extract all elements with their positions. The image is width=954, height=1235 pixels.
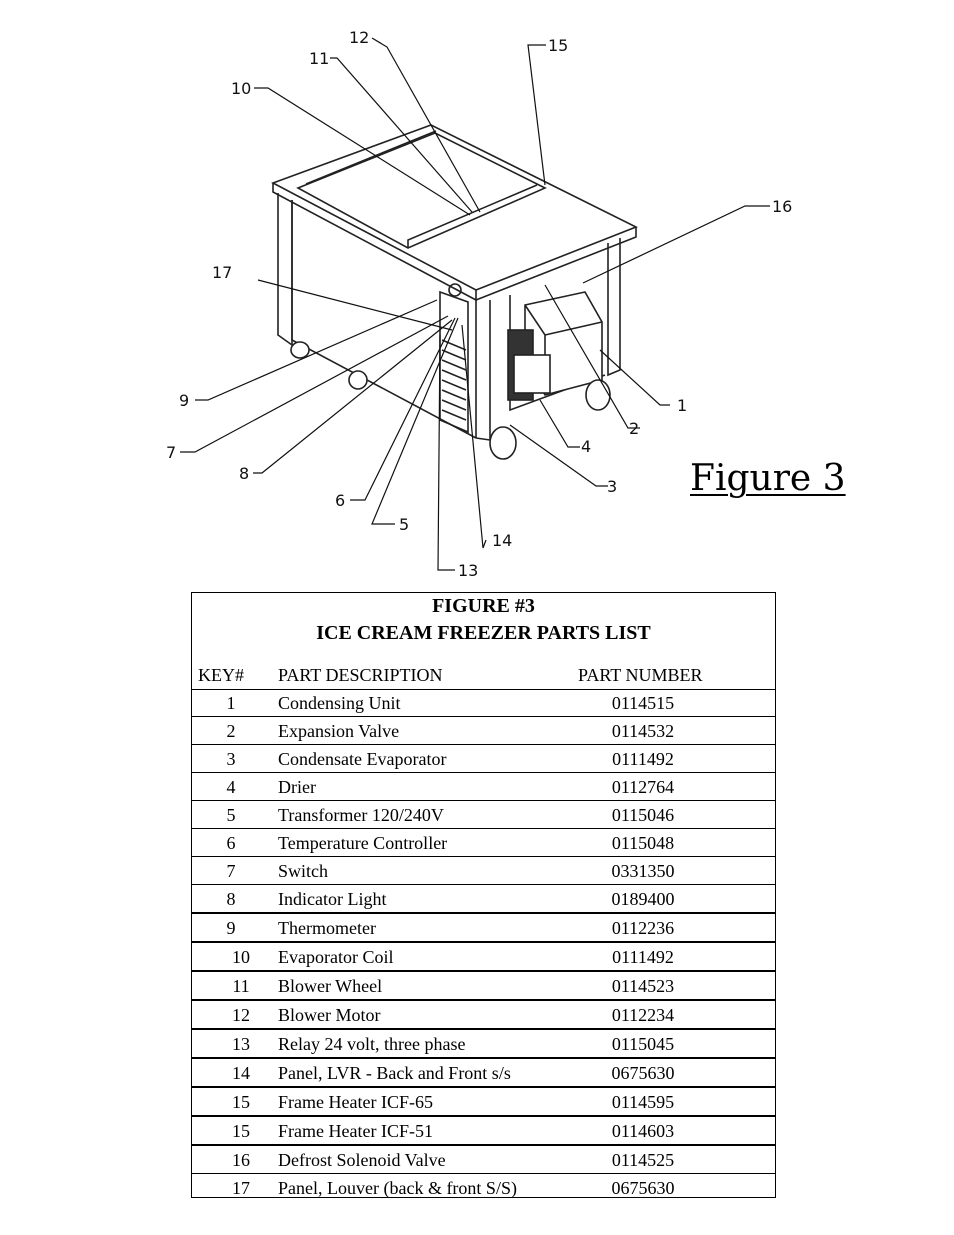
row-key: 9 [226, 918, 236, 938]
row-description: Temperature Controller [278, 833, 448, 853]
row-description: Condensate Evaporator [278, 749, 447, 769]
row-key: 6 [226, 833, 236, 853]
table-row [192, 1001, 775, 1030]
row-description: Condensing Unit [278, 693, 401, 713]
row-description: Frame Heater ICF-65 [278, 1092, 433, 1112]
row-key: 7 [226, 861, 236, 881]
callout-7: 7 [166, 443, 177, 462]
row-description: Switch [278, 861, 329, 881]
callout-13: 13 [458, 561, 479, 580]
callout-12: 12 [349, 28, 370, 47]
callout-14: 14 [492, 531, 513, 550]
row-description: Panel, Louver (back & front S/S) [278, 1178, 517, 1198]
table-row [192, 717, 775, 745]
row-key: 5 [226, 805, 236, 825]
callout-2: 2 [629, 419, 640, 438]
row-part-number: 0114603 [611, 1121, 675, 1141]
table-row [192, 1174, 775, 1201]
row-description: Frame Heater ICF-51 [278, 1121, 433, 1141]
row-key: 14 [232, 1063, 250, 1083]
row-key: 12 [232, 1005, 250, 1025]
row-description: Blower Motor [278, 1005, 381, 1025]
callout-1: 1 [677, 396, 688, 415]
row-key: 1 [226, 693, 236, 713]
table-row [192, 857, 775, 885]
row-part-number: 0114532 [611, 721, 675, 741]
callout-16: 16 [772, 197, 793, 216]
row-key: 8 [226, 889, 236, 909]
freezer-diagram [0, 0, 954, 590]
row-part-number: 0331350 [611, 861, 675, 881]
table-row [192, 1059, 775, 1088]
row-part-number: 0112236 [611, 918, 675, 938]
row-part-number: 0111492 [612, 749, 674, 769]
row-description: Drier [278, 777, 316, 797]
row-key: 2 [226, 721, 236, 741]
row-key: 15 [232, 1121, 250, 1141]
callout-15: 15 [548, 36, 569, 55]
table-row [192, 773, 775, 801]
row-part-number: 0115046 [611, 805, 675, 825]
row-key: 11 [232, 976, 250, 996]
row-part-number: 0114595 [611, 1092, 675, 1112]
row-part-number: 0112764 [611, 777, 675, 797]
table-row [192, 972, 775, 1001]
table-row [192, 745, 775, 773]
table-row [192, 1117, 775, 1146]
table-body [192, 689, 775, 1201]
table-row [192, 914, 775, 943]
row-key: 10 [232, 947, 250, 967]
row-part-number: 0114523 [611, 976, 675, 996]
row-part-number: 0114515 [611, 693, 675, 713]
table-row [192, 1030, 775, 1059]
row-part-number: 0189400 [611, 889, 675, 909]
callout-10: 10 [231, 79, 252, 98]
table-row [192, 1146, 775, 1174]
table-row [192, 1088, 775, 1117]
table-row [192, 943, 775, 972]
row-part-number: 0675630 [611, 1063, 675, 1083]
row-key: 13 [232, 1034, 250, 1054]
callout-3: 3 [607, 477, 618, 496]
row-key: 16 [232, 1150, 250, 1170]
table-title-line-1: FIGURE #3 [432, 595, 535, 617]
row-part-number: 0115045 [611, 1034, 675, 1054]
row-description: Evaporator Coil [278, 947, 394, 967]
parts-list-table [191, 592, 776, 1198]
callout-11: 11 [309, 49, 330, 68]
header-description: PART DESCRIPTION [278, 665, 443, 685]
row-part-number: 0675630 [611, 1178, 675, 1198]
row-description: Relay 24 volt, three phase [278, 1034, 466, 1054]
row-description: Thermometer [278, 918, 376, 938]
table-row [192, 801, 775, 829]
callout-8: 8 [239, 464, 250, 483]
figure-caption: Figure 3 [690, 458, 846, 499]
row-part-number: 0111492 [612, 947, 674, 967]
table-row [192, 885, 775, 914]
row-description: Expansion Valve [278, 721, 400, 741]
row-description: Indicator Light [278, 889, 387, 909]
row-key: 17 [232, 1178, 250, 1198]
header-part-number: PART NUMBER [578, 665, 703, 685]
row-description: Transformer 120/240V [278, 805, 444, 825]
row-description: Defrost Solenoid Valve [278, 1150, 446, 1170]
callout-17: 17 [212, 263, 233, 282]
row-part-number: 0114525 [611, 1150, 675, 1170]
row-key: 4 [226, 777, 236, 797]
row-description: Blower Wheel [278, 976, 383, 996]
table-title [192, 593, 775, 647]
callout-9: 9 [179, 391, 190, 410]
row-part-number: 0115048 [611, 833, 675, 853]
table-header-row [192, 665, 775, 690]
callout-5: 5 [399, 515, 410, 534]
callout-4: 4 [581, 437, 592, 456]
table-title-line-2: ICE CREAM FREEZER PARTS LIST [316, 622, 651, 644]
header-key: KEY# [198, 665, 244, 685]
row-key: 3 [226, 749, 236, 769]
table-row [192, 829, 775, 857]
table-row [192, 689, 775, 717]
row-key: 15 [232, 1092, 250, 1112]
row-part-number: 0112234 [611, 1005, 675, 1025]
row-description: Panel, LVR - Back and Front s/s [278, 1063, 511, 1083]
callout-6: 6 [335, 491, 346, 510]
